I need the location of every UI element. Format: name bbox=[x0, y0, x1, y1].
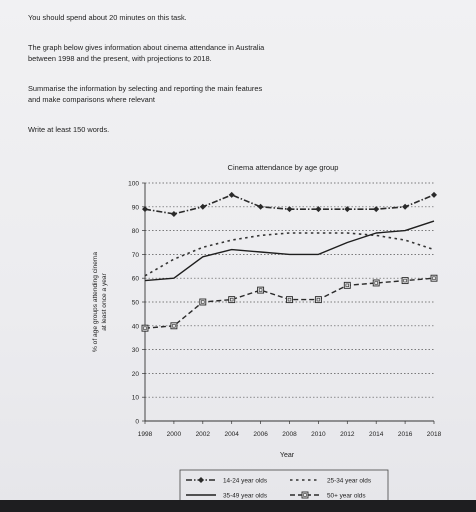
point-3-0 bbox=[142, 325, 148, 331]
x-tick-label-2018: 2018 bbox=[426, 431, 442, 438]
x-tick-label-2010: 2010 bbox=[311, 431, 326, 438]
y-tick-label-50: 50 bbox=[131, 299, 139, 307]
point-0-5 bbox=[287, 206, 293, 212]
x-axis-label: Year bbox=[279, 452, 295, 459]
point-0-1 bbox=[171, 211, 177, 217]
y-axis-label-line2: at least once a year bbox=[101, 273, 108, 331]
y-tick-label-90: 90 bbox=[131, 204, 139, 212]
point-0-3 bbox=[229, 192, 235, 198]
x-tick-label-2004: 2004 bbox=[224, 431, 239, 438]
y-tick-label-0: 0 bbox=[135, 418, 139, 426]
x-tick-labels bbox=[138, 431, 442, 438]
legend-label-2: 35-49 year olds bbox=[223, 492, 268, 500]
instruction-text-time: You should spend about 20 minutes on this task. bbox=[28, 13, 187, 22]
y-tick-label-20: 20 bbox=[131, 370, 139, 378]
x-tick-label-2012: 2012 bbox=[340, 431, 355, 438]
point-3-7 bbox=[344, 282, 350, 288]
x-tick-label-2006: 2006 bbox=[253, 431, 268, 438]
y-tick-label-100: 100 bbox=[128, 180, 139, 188]
y-axis-label bbox=[92, 252, 108, 352]
series-3 bbox=[142, 275, 437, 331]
x-tick-label-2014: 2014 bbox=[368, 431, 384, 438]
legend-label-0: 14-24 year olds bbox=[223, 477, 268, 485]
chart-axes bbox=[142, 183, 434, 424]
x-tick-label-2016: 2016 bbox=[397, 431, 413, 438]
point-3-5 bbox=[287, 297, 293, 303]
instruction-text-summary-1: Summarise the information by selecting and reporting the main features bbox=[28, 84, 263, 93]
y-tick-label-70: 70 bbox=[131, 251, 139, 259]
point-0-8 bbox=[373, 206, 379, 212]
instruction-text-graph-2: between 1998 and the present, with projections to 2018. bbox=[28, 54, 212, 63]
point-3-6 bbox=[315, 297, 321, 303]
y-tick-label-40: 40 bbox=[131, 323, 139, 331]
chart-title: Cinema attendance by age group bbox=[227, 163, 339, 172]
y-tick-label-60: 60 bbox=[131, 275, 139, 283]
y-tick-label-10: 10 bbox=[131, 394, 139, 402]
series-line-2 bbox=[145, 221, 434, 281]
x-tick-label-2008: 2008 bbox=[282, 431, 297, 438]
series-line-3 bbox=[145, 278, 434, 328]
point-3-9 bbox=[402, 278, 408, 284]
legend-marker-0 bbox=[198, 477, 204, 483]
legend-label-1: 25-34 year olds bbox=[327, 477, 372, 485]
y-tick-label-30: 30 bbox=[131, 347, 139, 355]
point-0-10 bbox=[431, 192, 437, 198]
legend-label-3: 50+ year olds bbox=[327, 492, 366, 500]
instruction-text-summary-2: and make comparisons where relevant bbox=[28, 95, 155, 104]
point-3-3 bbox=[229, 297, 235, 303]
point-3-1 bbox=[171, 323, 177, 329]
point-0-2 bbox=[200, 204, 206, 210]
y-tick-labels bbox=[128, 181, 139, 426]
point-3-2 bbox=[200, 299, 206, 305]
legend-marker-3 bbox=[302, 492, 308, 498]
point-0-9 bbox=[402, 204, 408, 210]
point-3-4 bbox=[258, 287, 264, 293]
x-tick-label-1998: 1998 bbox=[137, 431, 153, 438]
point-3-8 bbox=[373, 280, 379, 286]
chart-series bbox=[142, 192, 437, 331]
series-2 bbox=[145, 221, 434, 281]
y-axis-label-line1: % of age groups attending cinema bbox=[92, 251, 99, 353]
point-3-10 bbox=[431, 275, 437, 281]
x-tick-label-2002: 2002 bbox=[195, 431, 211, 438]
photo-bottom-edge bbox=[0, 500, 476, 512]
series-0 bbox=[142, 192, 437, 217]
instruction-text-graph-1: The graph below gives information about cinema attendance in Australia bbox=[28, 43, 265, 52]
chart-grid bbox=[145, 183, 434, 397]
x-tick-label-2000: 2000 bbox=[166, 431, 182, 438]
instruction-text-words: Write at least 150 words. bbox=[28, 125, 110, 134]
point-0-4 bbox=[258, 204, 264, 210]
y-tick-label-80: 80 bbox=[131, 228, 139, 236]
